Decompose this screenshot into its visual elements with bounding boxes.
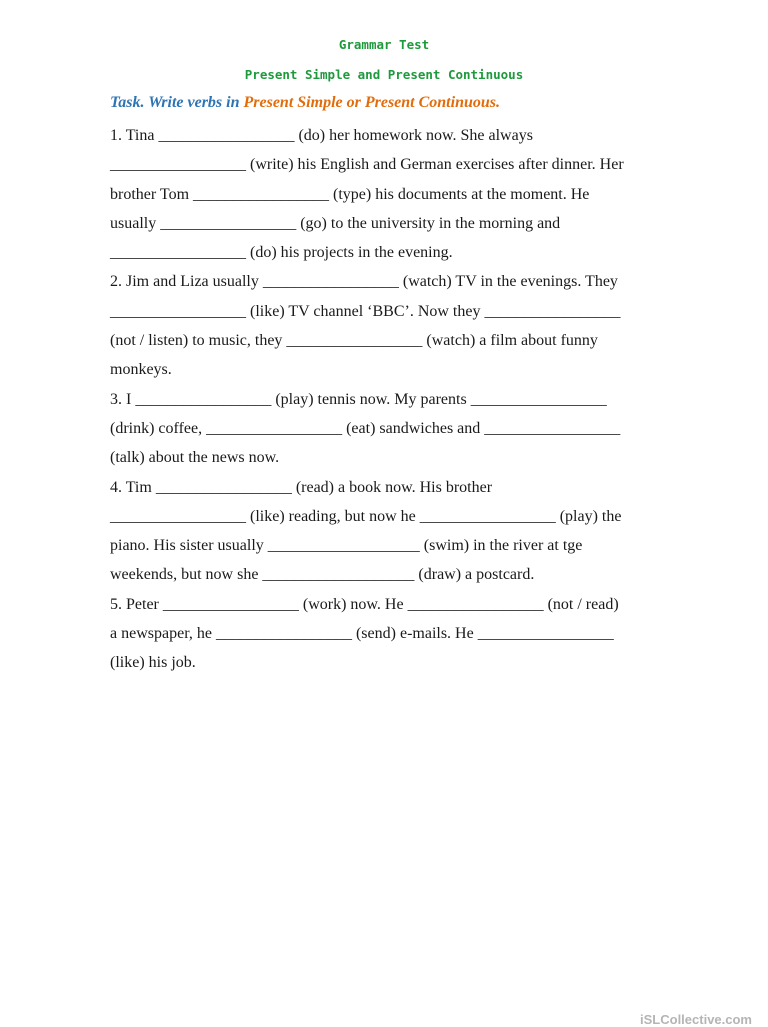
exercise-line: 5. Peter _________________ (work) now. He _________________ (not / read) [110,595,619,613]
exercise-line: (talk) about the news now. [110,449,280,467]
exercise-line: 2. Jim and Liza usually _________________ (watch) TV in the evenings. They [110,273,618,291]
exercise-line: _________________ (write) his English and German exercises after dinner. Her [110,156,624,174]
exercise-line: (drink) coffee, _________________ (eat) sandwiches and _________________ [110,419,621,437]
exercise-line: _________________ (like) TV channel ‘BBC’. Now they _________________ [110,302,621,320]
exercise-line: _________________ (like) reading, but now he _________________ (play) the [110,507,622,525]
exercise-line: (like) his job. [110,654,196,672]
exercise-line: 1. Tina _________________ (do) her homework now. She always [110,127,533,144]
exercise-line: (not / listen) to music, they _________________ (watch) a film about funny [110,332,598,350]
exercise-line: weekends, but now she ___________________ (draw) a postcard. [110,566,535,584]
site-watermark: iSLCollective.com [640,1012,752,1027]
page-subtitle: Present Simple and Present Continuous [244,67,524,82]
exercise-line: usually _________________ (go) to the university in the morning and [110,214,561,232]
exercise-line: a newspaper, he _________________ (send) e-mails. He _________________ [110,625,614,643]
exercise-line: 3. I _________________ (play) tennis now. My parents _________________ [110,390,607,408]
task-emphasis: Present Simple or Present Continuous. [243,94,500,111]
task-instruction [110,94,500,112]
exercise-line: piano. His sister usually ___________________ (swim) in the river at tge [110,537,583,555]
page-title: Grammar Test [338,37,430,52]
exercise-line: 4. Tim _________________ (read) a book now. His brother [110,478,493,496]
exercise-line: brother Tom _________________ (type) his documents at the moment. He [110,185,590,203]
exercise-line: monkeys. [110,361,172,379]
exercise-line: _________________ (do) his projects in the evening. [110,244,453,262]
task-label: Task. Write verbs in [110,94,244,111]
exercise-text [110,121,720,678]
